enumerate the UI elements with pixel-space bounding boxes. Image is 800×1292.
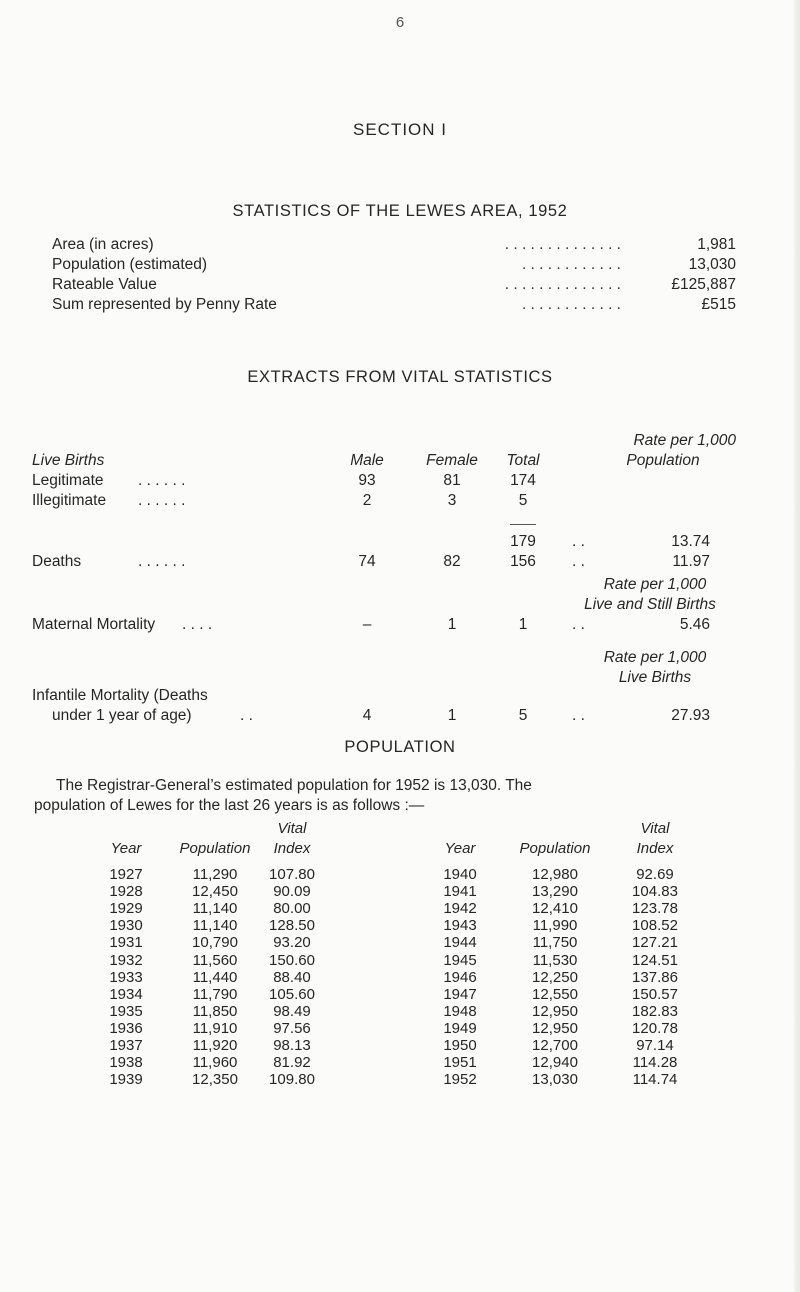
population-year-cell: 1947	[443, 985, 477, 1003]
population-index-cell: 97.56	[273, 1019, 311, 1037]
population-index-cell: 104.83	[632, 883, 678, 901]
births-total: 179	[510, 533, 536, 550]
population-year-cell: 1948	[443, 1002, 477, 1020]
infantile-mortality-label: Infantile Mortality (Deaths	[32, 687, 208, 704]
population-population-cell: 13,030	[532, 1071, 578, 1089]
leader-dots: . . . . . . . . . . . . . .	[504, 236, 621, 253]
maternal-mortality-label: Maternal Mortality	[32, 616, 156, 633]
vital-header-right-line2: Index	[636, 840, 674, 857]
population-year-cell: 1943	[443, 917, 477, 935]
population-index-cell: 80.00	[273, 900, 311, 918]
population-index-cell: 114.74	[632, 1071, 678, 1089]
stat-value: 13,030	[688, 256, 736, 273]
stat-value: 1,981	[697, 236, 736, 253]
infantile-total: 5	[518, 707, 528, 724]
section-title: SECTION I	[352, 120, 447, 139]
population-index-cell: 92.69	[636, 866, 674, 883]
population-year-cell: 1927	[109, 866, 143, 883]
population-population-cell: 11,530	[532, 951, 578, 969]
population-year-cell: 1931	[109, 934, 143, 952]
population-population-cell: 12,450	[192, 883, 238, 901]
stat-value: £125,887	[671, 276, 736, 293]
population-index-cell: 90.09	[273, 883, 311, 901]
population-year-cell: 1952	[443, 1071, 477, 1089]
population-index-cell: 150.60	[269, 951, 315, 969]
population-index-cell: 114.28	[632, 1054, 678, 1072]
population-title: POPULATION	[344, 738, 456, 756]
population-population-cell: 12,940	[532, 1054, 578, 1072]
population-year-cell: 1951	[443, 1054, 477, 1072]
population-index-cell: 88.40	[273, 968, 311, 986]
population-year-cell: 1938	[109, 1054, 143, 1072]
population-population-cell: 12,950	[532, 1002, 578, 1020]
population-index-cell: 97.14	[636, 1037, 674, 1054]
legitimate-total: 174	[510, 472, 536, 489]
sum-rule	[510, 524, 536, 525]
infantile-rate: 27.93	[671, 707, 710, 724]
population-year-cell: 1939	[109, 1071, 143, 1089]
population-index-cell: 107.80	[269, 866, 315, 883]
stat-label: Population (estimated)	[52, 256, 208, 273]
population-year-cell: 1946	[443, 968, 477, 986]
population-header-left: Population	[179, 840, 251, 857]
population-year-cell: 1929	[109, 900, 143, 918]
deaths-female: 82	[443, 553, 461, 570]
leader-dots: . .	[572, 533, 585, 550]
population-population-cell: 11,850	[192, 1002, 238, 1020]
rate-header-line2: Population	[626, 452, 700, 469]
population-year-cell: 1932	[109, 951, 143, 969]
population-population-cell: 11,750	[532, 934, 578, 952]
illegitimate-male: 2	[362, 492, 372, 509]
illegitimate-total: 5	[518, 492, 528, 509]
population-population-cell: 12,950	[532, 1019, 578, 1037]
population-index-cell: 137.86	[632, 968, 678, 986]
population-index-cell: 81.92	[273, 1054, 311, 1072]
year-header-left: Year	[110, 840, 142, 857]
maternal-total: 1	[518, 616, 528, 633]
leader-dots: . .	[240, 707, 253, 724]
infantile-female: 1	[447, 707, 457, 724]
population-population-cell: 11,560	[192, 951, 238, 969]
leader-dots: . .	[572, 553, 585, 570]
infantile-male: 4	[362, 707, 372, 724]
population-index-cell: 105.60	[269, 985, 315, 1003]
stat-row-population	[52, 256, 736, 276]
leader-dots: . . . .	[182, 616, 213, 633]
maternal-male: –	[362, 616, 372, 633]
population-population-cell: 11,790	[192, 985, 238, 1003]
population-population-cell: 12,350	[192, 1071, 238, 1089]
population-year-cell: 1940	[443, 866, 477, 883]
population-index-cell: 108.52	[632, 917, 678, 935]
deaths-total: 156	[510, 553, 536, 570]
page-number: 6	[395, 14, 405, 31]
births-rate: 13.74	[671, 533, 710, 550]
population-index-cell: 127.21	[632, 934, 678, 952]
population-year-cell: 1934	[109, 985, 143, 1003]
population-population-cell: 11,910	[192, 1019, 238, 1037]
population-paragraph-line1: The Registrar-General’s estimated population for 1952 is 13,030. The	[56, 777, 532, 794]
vital-statistics-title: EXTRACTS FROM VITAL STATISTICS	[247, 368, 553, 386]
population-population-cell: 13,290	[532, 883, 578, 901]
leader-dots: . .	[572, 707, 585, 724]
population-year-cell: 1933	[109, 968, 143, 986]
infantile-rate-header-line1: Rate per 1,000	[603, 649, 707, 666]
population-population-cell: 11,960	[192, 1054, 238, 1072]
rate-header-line1: Rate per 1,000	[633, 432, 736, 449]
total-header: Total	[506, 452, 540, 469]
vital-header-left-line2: Index	[273, 840, 311, 857]
deaths-label: Deaths	[32, 553, 82, 570]
population-index-cell: 128.50	[269, 917, 315, 935]
population-population-cell: 12,700	[532, 1037, 578, 1054]
population-index-cell: 109.80	[269, 1071, 315, 1089]
stat-label: Rateable Value	[52, 276, 157, 293]
infantile-rate-header-line2: Live Births	[618, 669, 692, 686]
population-year-cell: 1935	[109, 1002, 143, 1020]
live-births-header: Live Births	[32, 452, 105, 469]
population-year-cell: 1942	[443, 900, 477, 918]
deaths-male: 74	[358, 553, 376, 570]
stat-value: £515	[701, 296, 736, 313]
stat-row-penny-rate	[52, 296, 736, 316]
population-population-cell: 12,980	[532, 866, 578, 883]
illegitimate-female: 3	[447, 492, 457, 509]
population-year-cell: 1928	[109, 883, 143, 901]
population-index-cell: 182.83	[632, 1002, 678, 1020]
leader-dots: . . . . . . . . . . . .	[521, 256, 621, 273]
legitimate-female: 81	[443, 472, 461, 489]
population-index-cell: 124.51	[632, 951, 678, 969]
population-year-cell: 1945	[443, 951, 477, 969]
population-population-cell: 11,440	[192, 968, 238, 986]
leader-dots: . . . . . .	[138, 472, 186, 489]
maternal-rate-header-line1: Rate per 1,000	[603, 576, 707, 593]
maternal-rate: 5.46	[679, 616, 710, 633]
leader-dots: . . . . . . . . . . . . . .	[504, 276, 621, 293]
vital-header-right-line1: Vital	[640, 820, 670, 837]
infantile-mortality-label-cont: under 1 year of age)	[52, 707, 192, 724]
vital-header-left-line1: Vital	[277, 820, 307, 837]
deaths-rate: 11.97	[672, 553, 710, 570]
population-year-cell: 1944	[443, 934, 477, 952]
population-index-cell: 98.49	[273, 1002, 311, 1020]
population-year-cell: 1930	[109, 917, 143, 935]
population-year-cell: 1941	[443, 883, 477, 901]
population-index-cell: 93.20	[273, 934, 311, 952]
population-index-cell: 150.57	[632, 985, 678, 1003]
population-index-cell: 98.13	[273, 1037, 311, 1054]
illegitimate-label: Illegitimate	[32, 492, 107, 509]
population-population-cell: 11,140	[192, 900, 238, 918]
stat-label: Area (in acres)	[52, 236, 154, 253]
page-edge-shadow	[794, 0, 800, 1292]
population-population-cell: 11,140	[192, 917, 238, 935]
statistics-title: STATISTICS OF THE LEWES AREA, 1952	[232, 202, 568, 220]
maternal-female: 1	[447, 616, 457, 633]
population-population-cell: 11,990	[532, 917, 578, 935]
population-population-cell: 12,550	[532, 985, 578, 1003]
population-paragraph-line2: population of Lewes for the last 26 years is as follows :—	[34, 797, 425, 814]
population-year-cell: 1949	[443, 1019, 477, 1037]
population-year-cell: 1936	[109, 1019, 143, 1037]
population-index-cell: 123.78	[632, 900, 678, 918]
stat-label: Sum represented by Penny Rate	[52, 296, 277, 313]
legitimate-label: Legitimate	[32, 472, 104, 489]
legitimate-male: 93	[358, 472, 376, 489]
population-year-cell: 1937	[109, 1037, 143, 1054]
female-header: Female	[426, 452, 478, 469]
population-year-cell: 1950	[443, 1037, 477, 1054]
population-header-right: Population	[519, 840, 591, 857]
population-population-cell: 12,250	[532, 968, 578, 986]
population-population-cell: 12,410	[532, 900, 578, 918]
leader-dots: . . . . . . . . . . . .	[521, 296, 621, 313]
stat-row-area	[52, 236, 736, 256]
leader-dots: . . . . . .	[138, 492, 186, 509]
male-header: Male	[350, 452, 384, 469]
leader-dots: . . . . . .	[138, 553, 186, 570]
population-index-cell: 120.78	[632, 1019, 678, 1037]
population-population-cell: 11,290	[192, 866, 238, 883]
year-header-right: Year	[444, 840, 476, 857]
leader-dots: . .	[572, 616, 585, 633]
population-population-cell: 11,920	[192, 1037, 238, 1054]
population-population-cell: 10,790	[192, 934, 238, 952]
maternal-rate-header-line2: Live and Still Births	[584, 596, 716, 613]
stat-row-rateable-value	[52, 276, 736, 296]
